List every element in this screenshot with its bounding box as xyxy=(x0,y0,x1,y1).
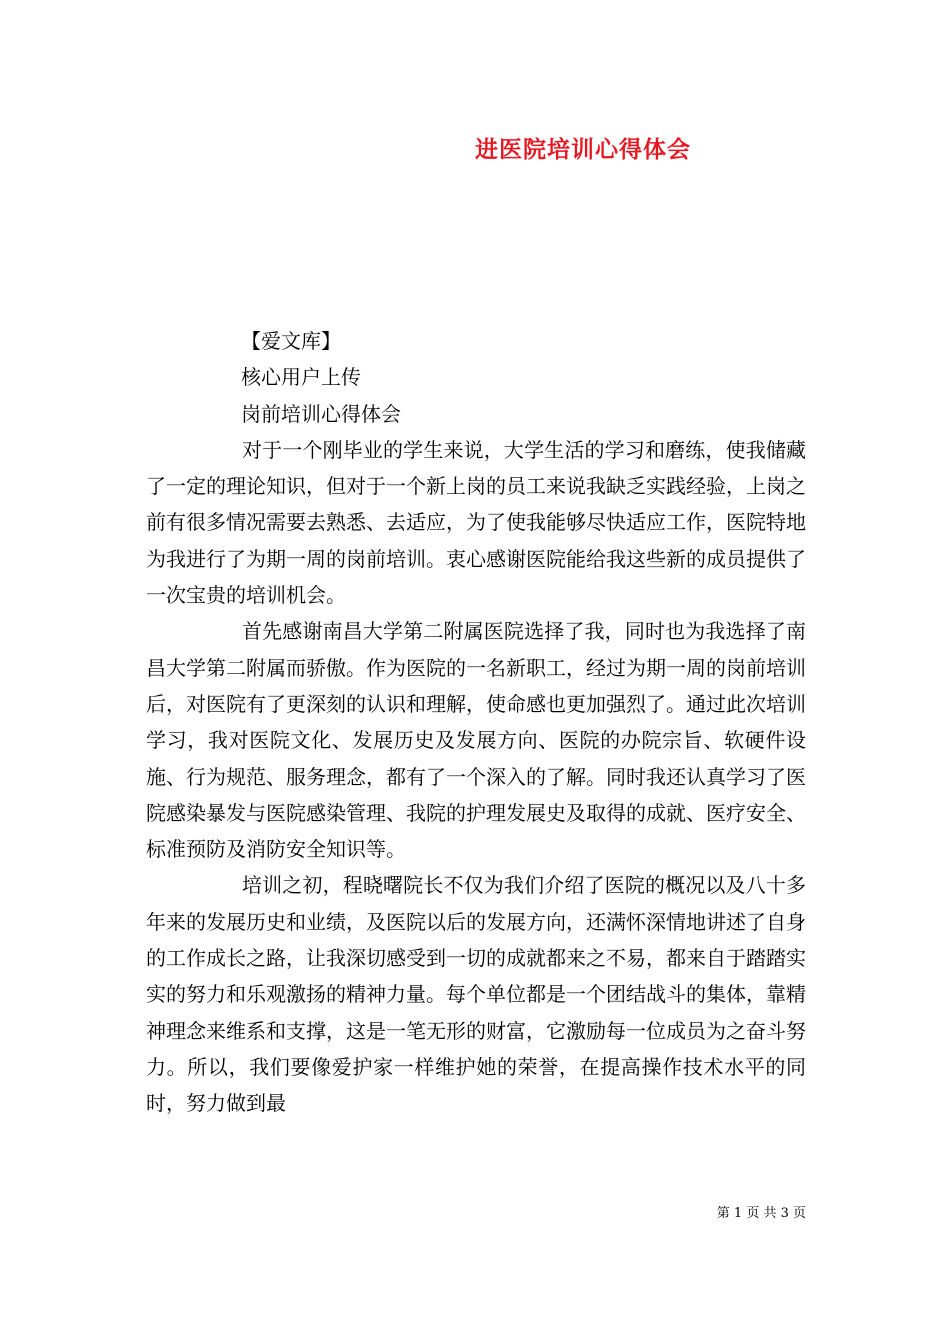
paragraph: 培训之初，程晓曙院长不仅为我们介绍了医院的概况以及八十多年来的发展历史和业绩，及医院以后的发展方向，还满怀深情地讲述了自身的工作成长之路，让我深切感受到一切的成就都来之不易，都来自于踏踏实实的努力和乐观激扬的精神力量。每个单位都是一个团结战斗的集体，靠精神理念来维系和支撑，这是一笔无形的财富，它激励每一位成员为之奋斗努力。所以，我们要像爱护家一样维护她的荣誉，在提高操作技术水平的同时，努力做到最 xyxy=(146,873,806,1116)
document-subtitle: 岗前培训心得体会 xyxy=(241,401,401,426)
document-body xyxy=(146,323,806,1122)
paragraph: 对于一个刚毕业的学生来说，大学生活的学习和磨练，使我储藏了一定的理论知识，但对于一个新上岗的员工来说我缺乏实践经验，上岗之前有很多情况需要去熟悉、去适应，为了使我能够尽快适应工作，医院特地为我进行了为期一周的岗前培训。衷心感谢医院能给我这些新的成员提供了一次宝贵的培训机会。 xyxy=(146,437,806,608)
paragraph: 首先感谢南昌大学第二附属医院选择了我，同时也为我选择了南昌大学第二附属而骄傲。作为医院的一名新职工，经过为期一周的岗前培训后，对医院有了更深刻的认识和理解，使命感也更加强烈了。通过此次培训学习，我对医院文化、发展历史及发展方向、医院的办院宗旨、软硬件设施、行为规范、服务理念，都有了一个深入的了解。同时我还认真学习了医院感染暴发与医院感染管理、我院的护理发展史及取得的成就、医疗安全、标准预防及消防安全知识等。 xyxy=(146,619,806,862)
source-tag: 【爱文库】 xyxy=(241,329,341,353)
page-footer: 第 1 页 共 3 页 xyxy=(716,1206,806,1221)
uploader-line: 核心用户上传 xyxy=(241,365,361,390)
document-title: 进医院培训心得体会 xyxy=(475,136,691,163)
